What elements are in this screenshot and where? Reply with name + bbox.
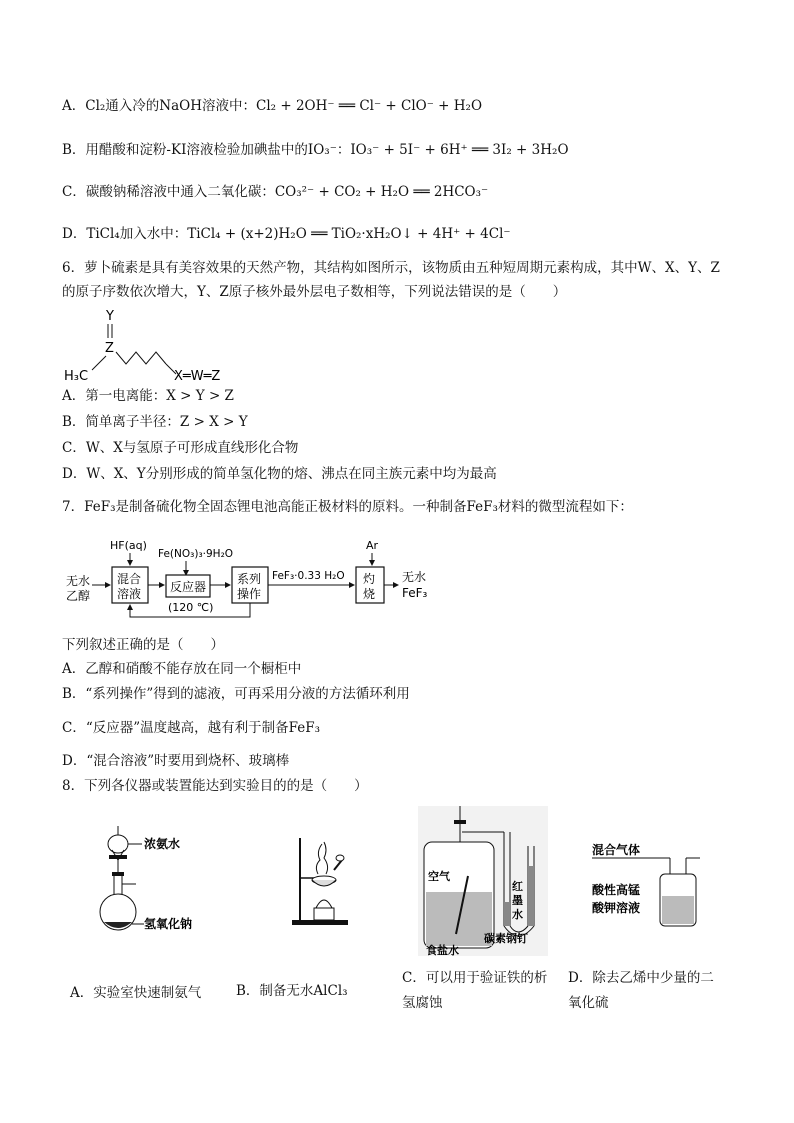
flow-temp: (120 ℃) xyxy=(168,601,214,614)
label-mixed-gas: 混合气体 xyxy=(592,843,641,857)
q6-option-d: D．W、X、Y分别形成的简单氢化物的熔、沸点在同主族元素中均为最高 xyxy=(62,466,497,482)
q6-option-b: B．简单离子半径：Z > X > Y xyxy=(62,414,248,430)
flow-series-2: 操作 xyxy=(237,587,262,601)
q8-caption-d2: 氧化硫 xyxy=(568,995,609,1011)
flow-fe-reagent: Fe(NO₃)₃·9H₂O xyxy=(158,548,234,560)
atom-z: Z xyxy=(105,341,114,356)
q8-caption-b: B．制备无水AlCl₃ xyxy=(236,983,348,999)
flow-hf: HF(aq) xyxy=(110,539,147,552)
flow-intermediate: FeF₃·0.33 H₂O xyxy=(272,570,345,582)
label-air: 空气 xyxy=(428,870,450,883)
q7-option-c: C．“反应器”温度越高，越有利于制备FeF₃ xyxy=(62,720,321,736)
methyl-group: H₃C xyxy=(64,369,89,384)
flow-start-1: 无水 xyxy=(66,574,91,588)
q7-flow-diagram xyxy=(62,535,442,625)
q7-stem2: 下列叙述正确的是（ ） xyxy=(62,637,224,653)
q8-caption-c1: C．可以用于验证铁的析 xyxy=(402,970,548,986)
q8-stem: 8．下列各仪器或装置能达到实验目的的是（ ） xyxy=(62,778,368,794)
label-steel-nail: 碳素钢钉 xyxy=(484,932,528,945)
flow-reactor: 反应器 xyxy=(170,580,207,594)
q6-stem-line2: 的原子序数依次增大，Y、Z原子核外最外层电子数相等，下列说法错误的是（ ） xyxy=(62,284,567,300)
chain-xwz: X═W═Z xyxy=(174,369,221,384)
atom-y: Y xyxy=(106,309,114,324)
label-solution-1: 酸性高锰 xyxy=(592,883,641,897)
q8-caption-a: A．实验室快速制氨气 xyxy=(70,985,202,1001)
q6-option-c: C．W、X与氢原子可形成直线形化合物 xyxy=(62,440,299,456)
label-solution-2: 酸钾溶液 xyxy=(592,901,641,915)
label-red-ink-2: 墨 xyxy=(512,894,523,907)
q8-figure-a xyxy=(92,826,222,946)
q6-structure-diagram xyxy=(62,304,252,386)
flow-end-2: FeF₃ xyxy=(402,586,428,600)
q6-stem-line1: 6．萝卜硫素是具有美容效果的天然产物，其结构如图所示，该物质由五种短周期元素构成，其中W、X、Y、Z xyxy=(62,260,720,276)
flow-burn-2: 烧 xyxy=(363,587,376,601)
q6-option-a: A．第一电离能：X > Y > Z xyxy=(62,388,234,404)
label-salt-water: 食盐水 xyxy=(426,944,459,956)
flow-ar: Ar xyxy=(366,539,379,552)
q5-option-d: D．TiCl₄加入水中：TiCl₄ + (x+2)H₂O ══ TiO₂·xH₂O↓ + 4H⁺ + 4Cl⁻ xyxy=(62,226,511,242)
q7-stem: 7．FeF₃是制备硫化物全固态锂电池高能正极材料的原料。一种制备FeF₃材料的微型流程如下： xyxy=(62,499,633,515)
flow-end-1: 无水 xyxy=(402,570,427,584)
q5-option-a: A．Cl₂通入冷的NaOH溶液中：Cl₂ + 2OH⁻ ══ Cl⁻ + ClO⁻ + H₂O xyxy=(62,98,483,114)
q8-caption-d1: D．除去乙烯中少量的二 xyxy=(568,970,714,986)
q5-option-c: C．碳酸钠稀溶液中通入二氧化碳：CO₃²⁻ + CO₂ + H₂O ══ 2HCO₃⁻ xyxy=(62,184,489,200)
label-red-ink-1: 红 xyxy=(512,880,523,893)
q5-option-b: B．用醋酸和淀粉-KI溶液检验加碘盐中的IO₃⁻：IO₃⁻ + 5I⁻ + 6H⁺ ══ 3I₂ + 3H₂O xyxy=(62,142,569,158)
q8-figure-b xyxy=(290,834,370,934)
label-sodium-hydroxide: 氢氧化钠 xyxy=(144,917,193,931)
label-ammonia-water: 浓氨水 xyxy=(144,837,181,851)
flow-series-1: 系列 xyxy=(237,572,262,586)
flow-mix-2: 溶液 xyxy=(117,587,142,601)
q7-option-a: A．乙醇和硝酸不能存放在同一个橱柜中 xyxy=(62,661,302,677)
q8-figure-d xyxy=(590,838,720,938)
q8-figure-c xyxy=(418,806,548,956)
flow-start-2: 乙醇 xyxy=(66,589,91,603)
q7-option-d: D．“混合溶液”时要用到烧杯、玻璃棒 xyxy=(62,753,290,769)
flow-mix-1: 混合 xyxy=(117,572,142,586)
label-red-ink-3: 水 xyxy=(512,908,523,921)
q7-option-b: B．“系列操作”得到的滤液，可再采用分液的方法循环利用 xyxy=(62,686,410,702)
q8-caption-c2: 氢腐蚀 xyxy=(402,995,443,1011)
flow-burn-1: 灼 xyxy=(363,572,376,586)
